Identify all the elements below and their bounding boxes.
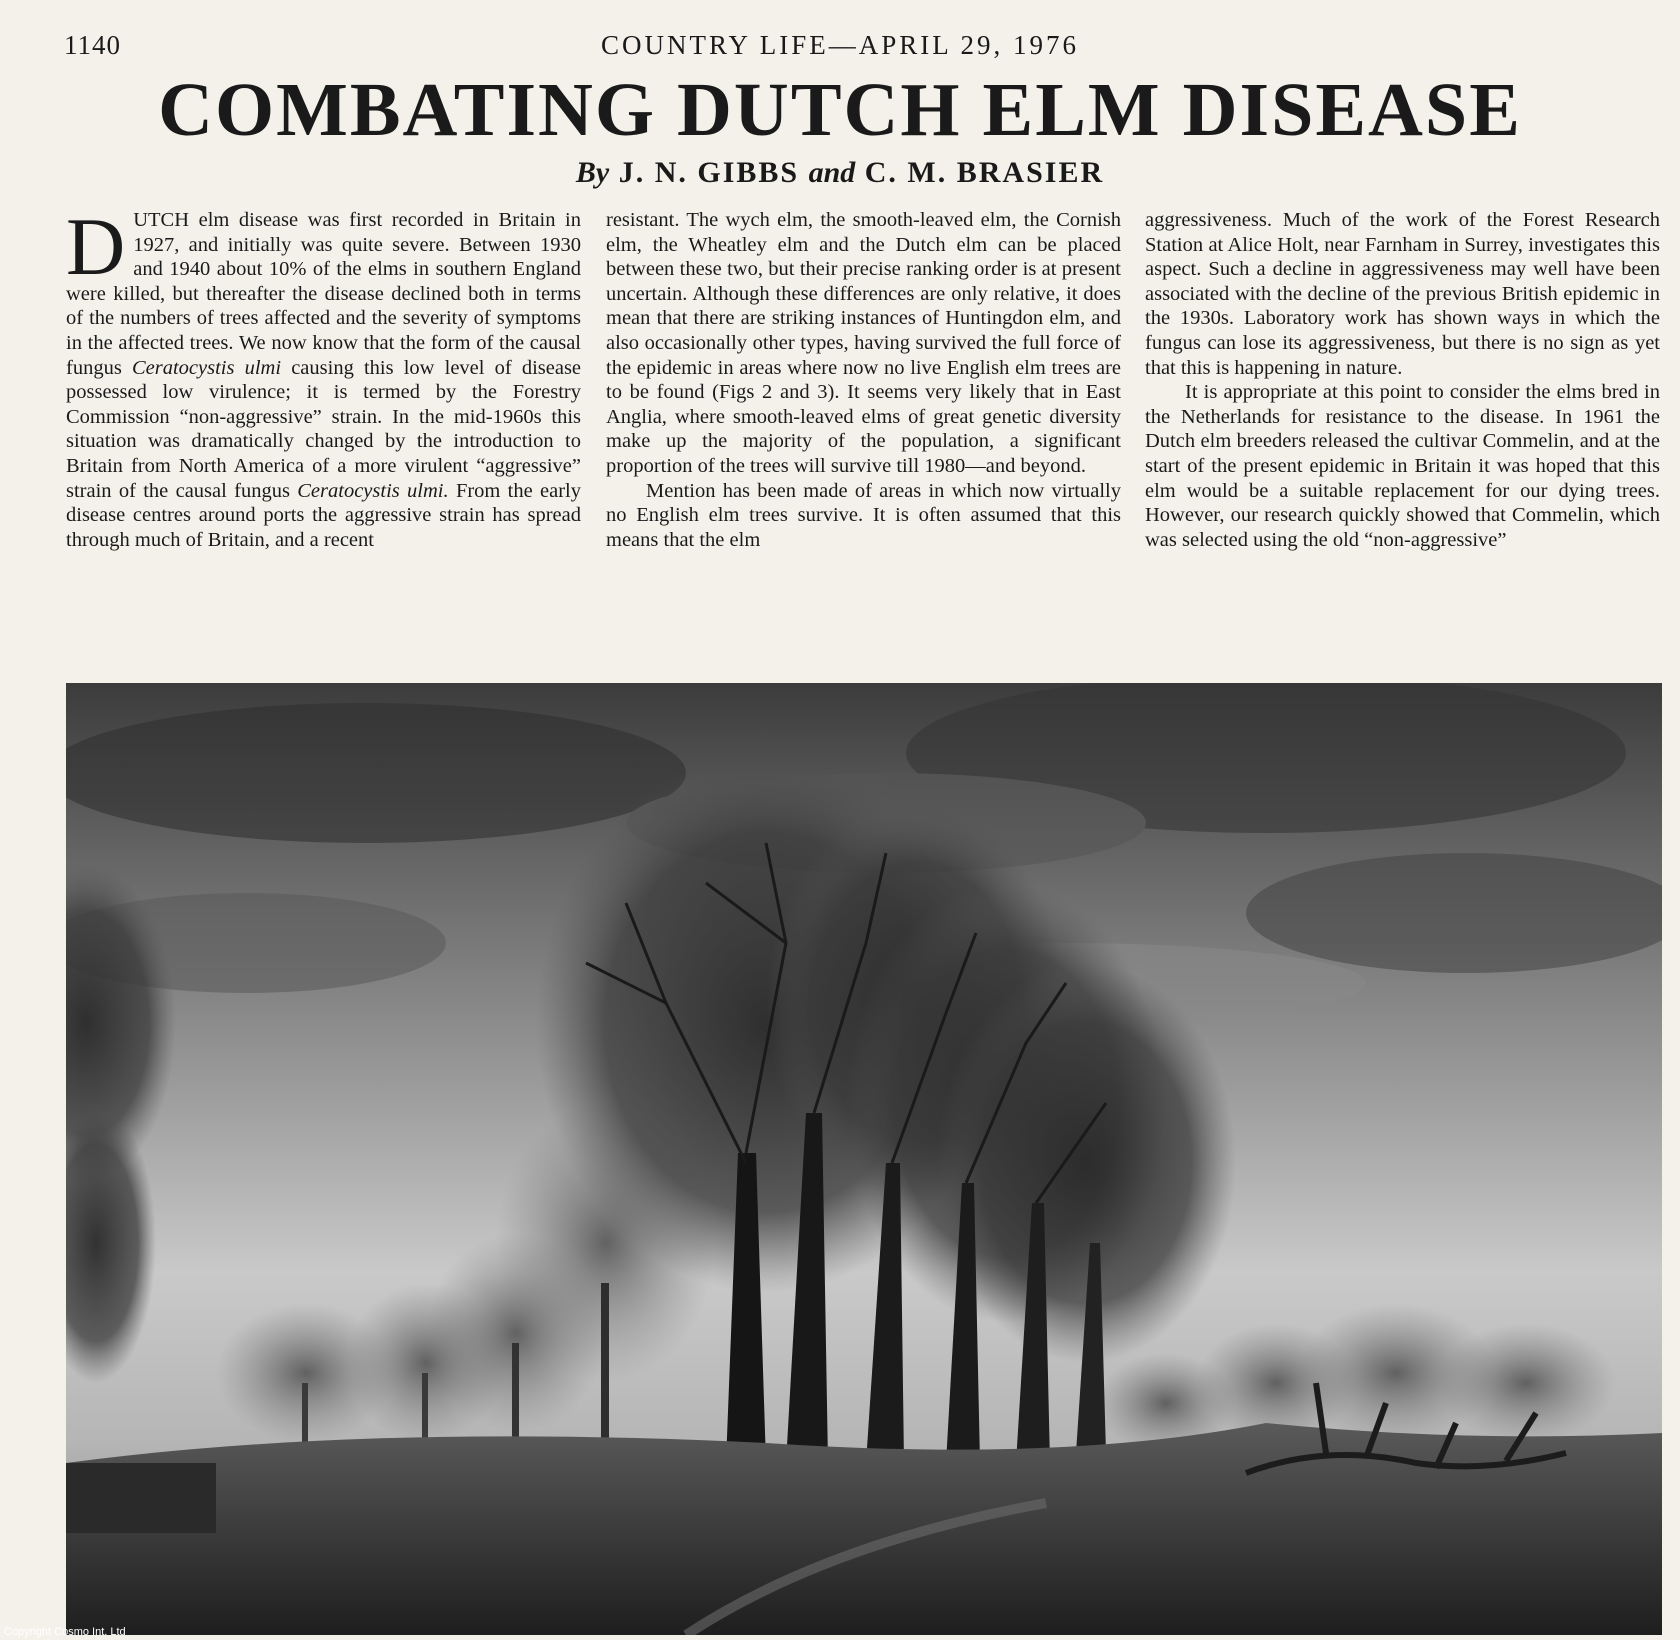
article-body <box>66 208 1662 682</box>
text-run: UTCH elm disease was first recorded in Britain in 1927, and initially was quite severe. Between 1930 and 1940 about 10% of the elms in southern England were killed, but thereafter the disease declined both in terms of the numbers of trees affected and the severity of symptoms in the affected trees. We now know that the form of the causal fungus <box>66 209 581 379</box>
drop-cap: D <box>66 208 126 292</box>
ground <box>66 1423 1662 1635</box>
byline <box>0 156 1680 190</box>
paragraph: Mention has been made of areas in which now virtually no English elm trees survive. It is often assumed that this means that the elm <box>606 479 1121 551</box>
paragraph: aggressiveness. Much of the work of the Forest Research Station at Alice Holt, near Farnham in Surrey, investigates this aspect. Such a decline in aggressiveness may well have been associated with the decline of the previous British epidemic in the 1930s. Laboratory work has shown ways in which the fungus can lose its aggressiveness, but there is no sign as yet that this is happening in nature. <box>1145 209 1660 379</box>
column-1 <box>66 208 581 682</box>
byline-by: By <box>575 156 610 189</box>
paragraph: It is appropriate at this point to consider the elms bred in the Netherlands for resistance to the disease. In 1961 the Dutch elm breeders released the cultivar Commelin, and at the start of the present epidemic in Britain it was hoped that this elm would be a suitable replacement for our dying trees. However, our research quickly showed that Commelin, which was selected using the old “non-aggressive” <box>1145 381 1660 551</box>
running-head: COUNTRY LIFE—APRIL 29, 1976 <box>600 30 1079 60</box>
haystack <box>66 1463 216 1533</box>
photograph <box>66 683 1662 1635</box>
paragraph: resistant. The wych elm, the smooth-leaved elm, the Cornish elm, the Wheatley elm and the Dutch elm can be placed between these two, but their precise ranking order is at present uncertain. Although these differences are only relative, it does mean that there are striking instances of Huntingdon elm, and also occasionally other types, having survived the full force of the epidemic in areas where now no live English elm trees are to be found (Figs 2 and 3). It seems very likely that in East Anglia, where smooth-leaved elms of great genetic diversity make up the majority of the population, a significant proportion of the trees will survive till 1980—and beyond. <box>606 209 1121 477</box>
text-run: From the early disease centres around ports the aggressive strain has spread through much of Britain, and a recent <box>66 479 581 551</box>
elm-trees-photo <box>66 683 1662 1635</box>
italic-species: Ceratocystis ulmi <box>131 356 282 379</box>
column-3 <box>1145 208 1660 682</box>
column-2 <box>606 208 1121 682</box>
author-2: C. M. BRASIER <box>864 156 1105 189</box>
text-run: causing this low level of disease possessed low virulence; it is termed by the Forestry Commission “non-aggressive” strain. In the mid-1960s this situation was dramatically changed by the introduction to Britain from North America of a more virulent “aggressive” strain of the causal fungus <box>66 356 581 502</box>
article-title: COMBATING DUTCH ELM DISEASE <box>158 68 1522 152</box>
page-number: 1140 <box>64 30 121 60</box>
paragraph <box>66 208 581 552</box>
byline-and: and <box>808 156 856 189</box>
copyright-notice: Copyright Cosmo Int. Ltd <box>4 1626 126 1638</box>
italic-species: Ceratocystis ulmi. <box>297 479 449 502</box>
author-1: J. N. GIBBS <box>618 156 800 189</box>
